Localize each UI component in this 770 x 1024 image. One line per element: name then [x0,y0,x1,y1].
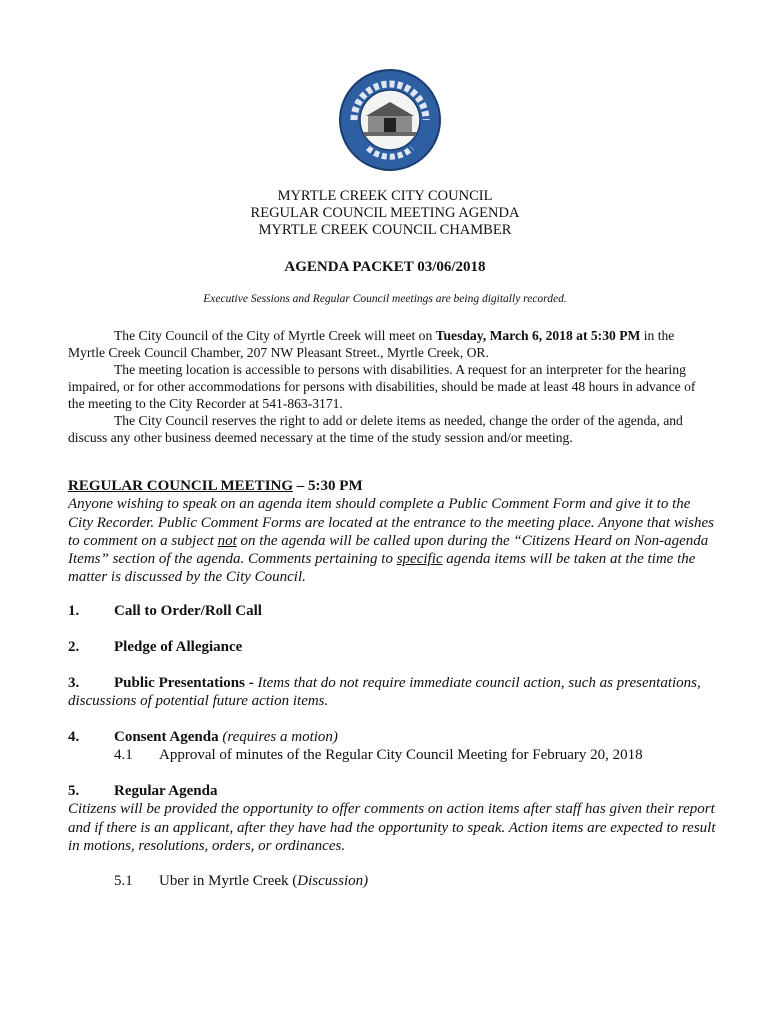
agenda-subitem-5-1 [114,872,368,890]
recording-note: Executive Sessions and Regular Council meetings are being digitally recorded. [203,293,567,305]
intro-p1-text: The City Council of the City of Myrtle Creek will meet on [114,328,436,343]
item-note: Citizens will be provided the opportunity to offer comments on action items after staff has given their report and if there is an applicant, after they have had the opportunity to speak. Action items are expected to result in motions, resolutions, orders, or ordinances. [68,801,716,854]
item-title: Public Presentations - [114,675,258,691]
item-number: 3. [68,675,80,691]
subitem-text: Uber in Myrtle Creek ( [159,873,298,889]
agenda-item-3 [68,674,718,711]
section-title [68,477,718,495]
subitem-text: Approval of minutes of the Regular City Council Meeting for February 20, 2018 [159,747,643,763]
subitem-number: 5.1 [114,873,133,889]
intro-paragraph-3: The City Council reserves the right to add or delete items as needed, change the order of the agenda, and discuss any other business deemed necessary at the time of the study session and/or meeting. [68,413,683,445]
agenda-subitem-4-1 [114,746,643,764]
item-number: 2. [68,639,80,655]
item-title: Pledge of Allegiance [114,639,243,655]
note-not: not [217,532,237,549]
council-name: MYRTLE CREEK CITY COUNCIL [277,188,493,204]
subitem-number: 4.1 [114,747,133,763]
item-note: (requires a motion) [218,729,338,745]
item-title: Consent Agenda [114,729,219,745]
intro-paragraph-2: The meeting location is accessible to persons with disabilities. A request for an interpreter for the hearing impaired, or for other accommodations for persons with disabilities, should be made at least 48 hours in advance of the meeting to the City Recorder at 541-863-3171. [68,362,696,411]
note-part-c: agenda items will be taken at the time the matter is discussed by the City Council. [68,551,696,586]
agenda-item-2 [68,638,718,656]
subitem-note: Discussion) [297,873,369,889]
section-title-underlined: REGULAR COUNCIL MEETING [68,478,294,494]
intro-paragraph-1 [68,327,708,361]
city-seal-logo [338,68,442,172]
regular-meeting-section [68,477,718,587]
item-number: 5. [68,783,80,799]
note-specific: specific [396,551,443,568]
public-comment-note [68,495,718,586]
agenda-item-1 [68,602,718,620]
item-title: Call to Order/Roll Call [114,603,262,619]
meeting-type: REGULAR COUNCIL MEETING AGENDA [250,205,520,221]
item-number: 1. [68,603,80,619]
meeting-datetime: Tuesday, March 6, 2018 at 5:30 PM [435,328,641,343]
note-part-b: on the agenda will be called upon during the “Citizens Heard on Non-agenda Items” section of the agenda. Comments pertaining to [68,532,709,568]
item-note: Items that do not require immediate council action, such as presentations, discussions of potential future action items. [68,675,701,710]
intro-text [68,327,708,446]
meeting-location: MYRTLE CREEK COUNCIL CHAMBER [258,222,512,238]
agenda-packet-title: AGENDA PACKET 03/06/2018 [284,259,486,275]
item-number: 4. [68,729,80,745]
item-title: Regular Agenda [114,783,218,799]
intro-p1-location: in the Myrtle Creek Council Chamber, 207 NW Pleasant Street., Myrtle Creek, OR. [68,328,675,360]
agenda-item-5 [68,782,718,855]
agenda-item-4 [68,728,718,746]
note-part-a: Anyone wishing to speak on an agenda item should complete a Public Comment Form and give it to the City Recorder. Public Comment Forms are located at the entrance to the meeting place. Anyone that wishes to comment on a subject [68,496,714,549]
section-time: – 5:30 PM [293,478,363,494]
